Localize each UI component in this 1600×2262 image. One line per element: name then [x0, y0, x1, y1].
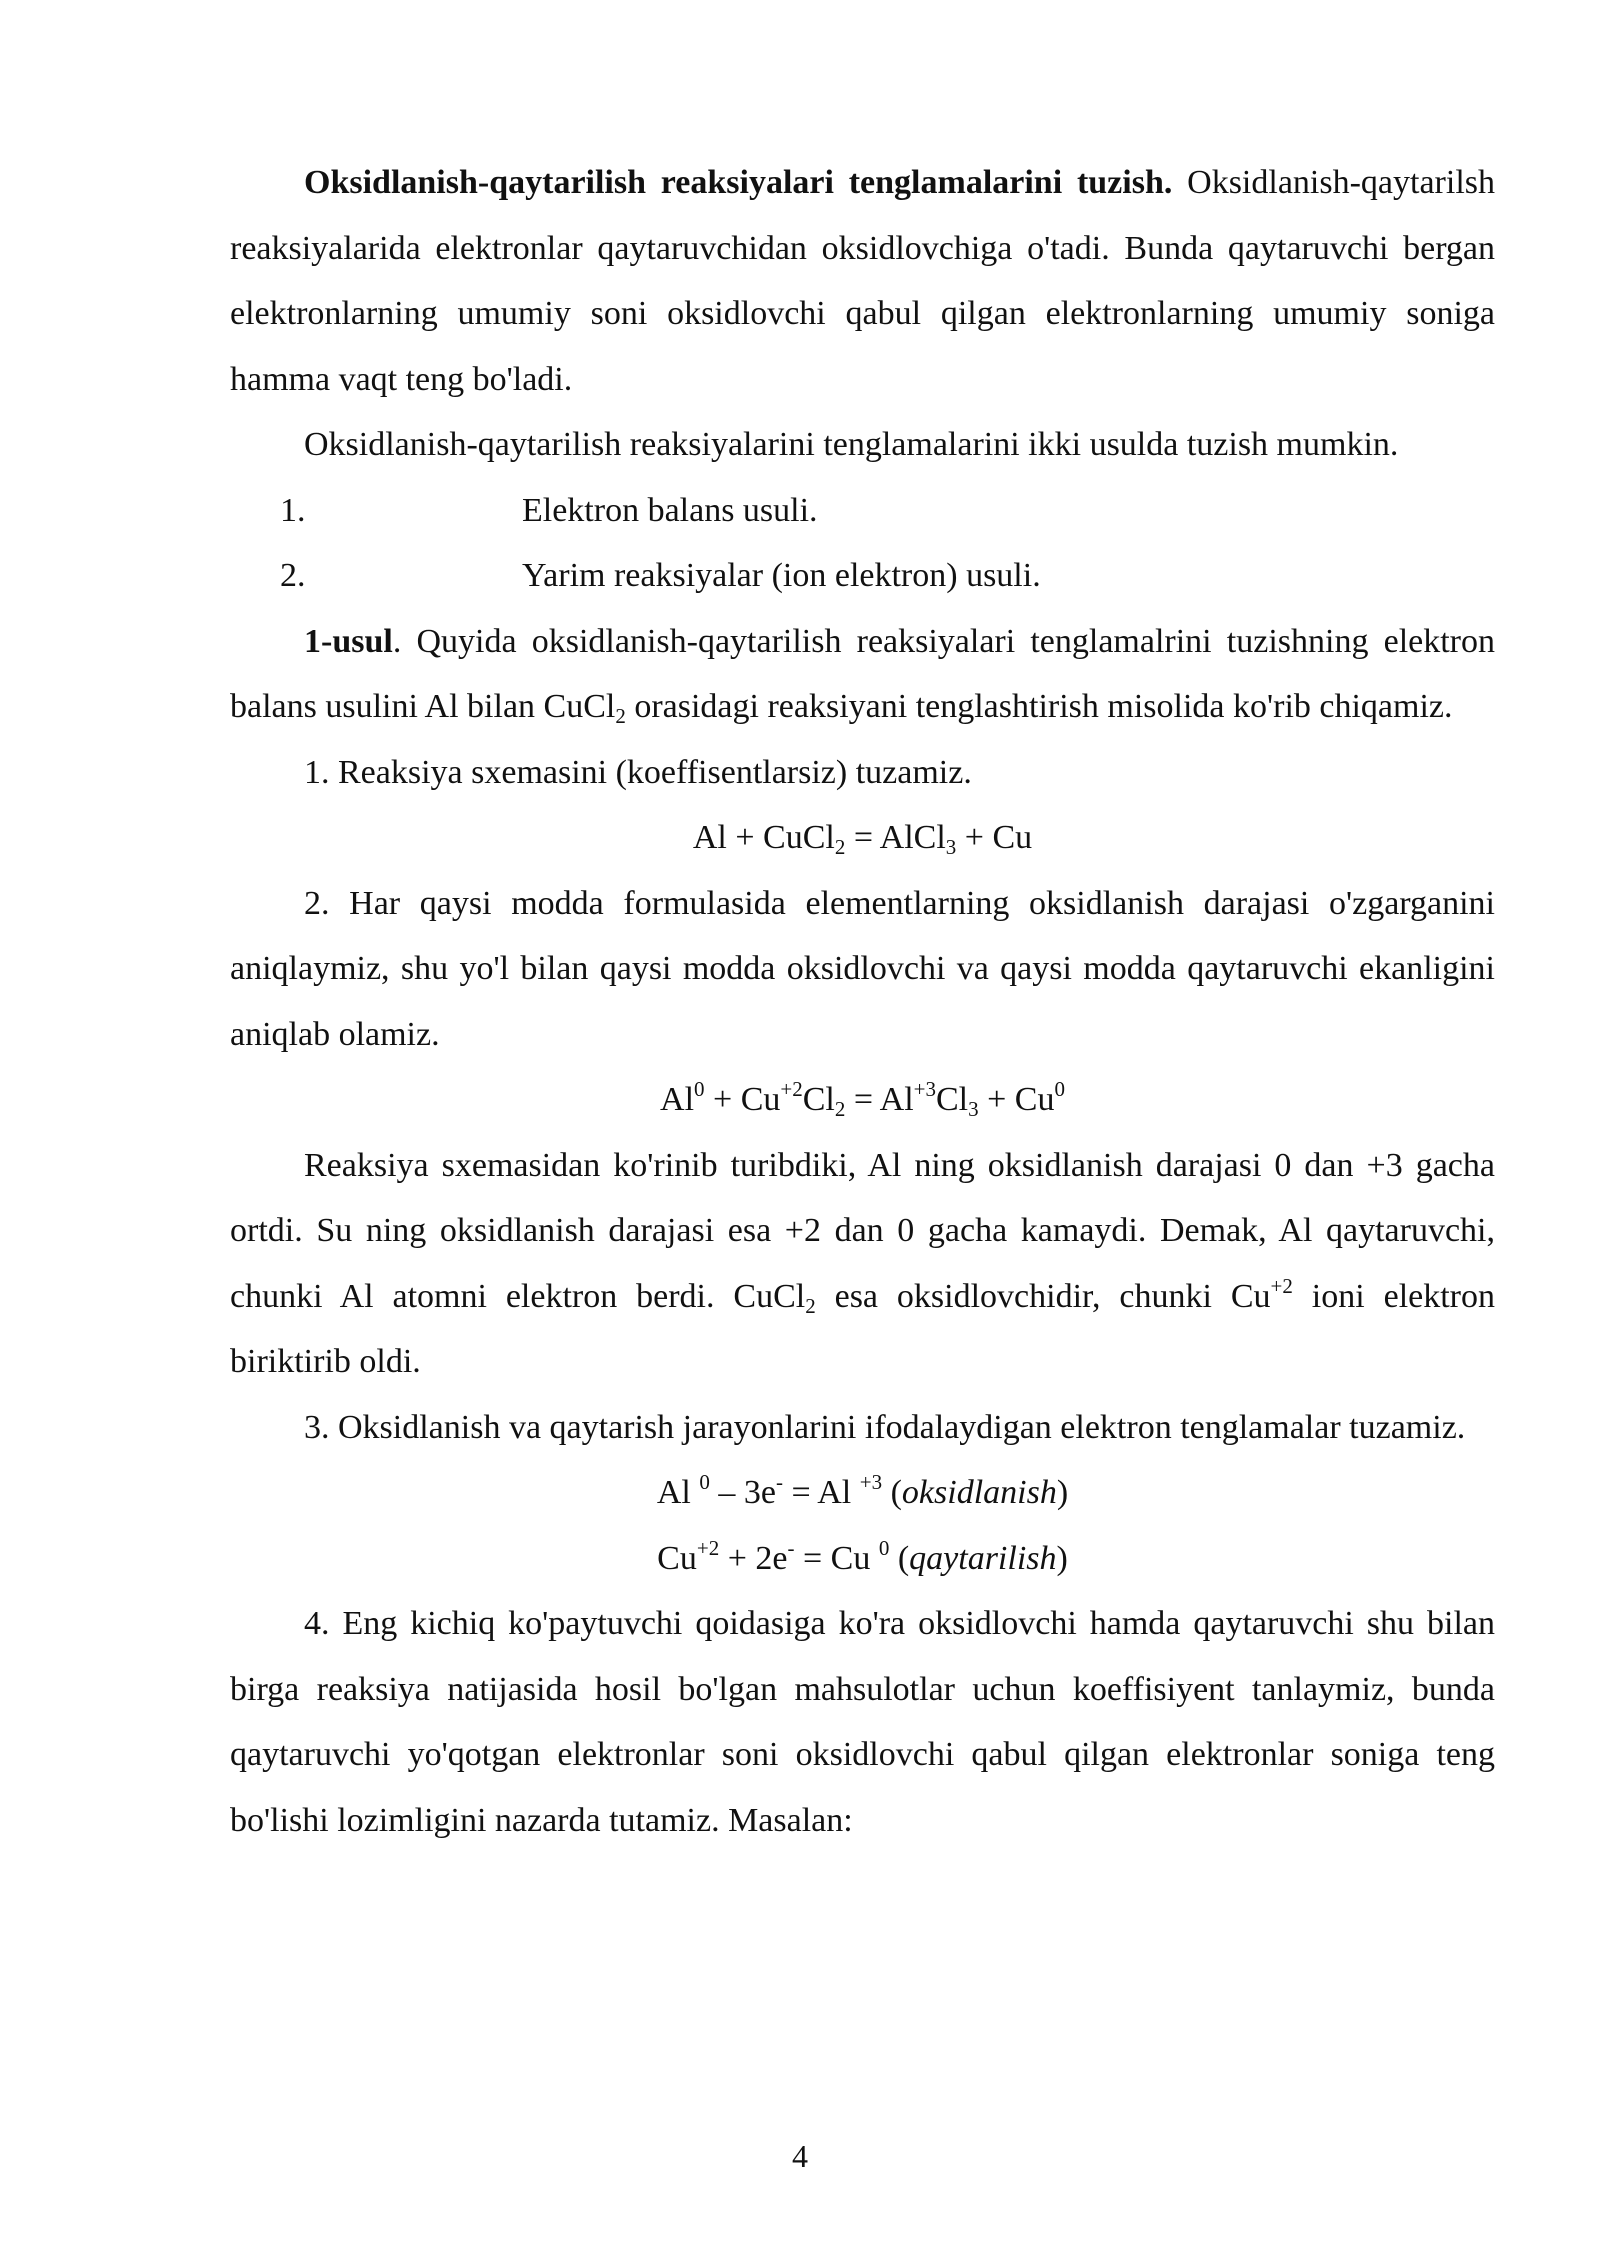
equation-scheme: Al + CuCl$_2$ = AlCl$_3$ + Cu: [692, 819, 1033, 859]
equation-reduction: $Cu^{+2} + 2e^- = Cu$ $^0$ (qaytarilish): [657, 1535, 1068, 1577]
equation-note: qaytarilish: [909, 1539, 1057, 1577]
method-one-paragraph: 1-usul. Quyida oksidlanish-qaytarilish reaksiyalari tenglamalrini tuzishning elektron balans usulini Al bilan CuCl$_2$ orasidagi reaksiyani tenglashtirish misolida ko'rib chiqamiz.: [230, 622, 1495, 728]
step-one: 1. Reaksiya sxemasini (koeffisentlarsiz) tuzamiz.: [304, 753, 972, 791]
intro-paragraph: [230, 150, 1495, 412]
document-page: [230, 150, 1495, 1853]
method-one-lead: 1-usul: [304, 622, 393, 660]
analysis-paragraph: Reaksiya sxemasidan ko'rinib turibdiki, Al ning oksidlanish darajasi 0 dan +3 gacha ortdi. Su ning oksidlanish darajasi esa +2 dan 0 gacha kamaydi. Demak, Al qaytaruvchi, chunki Al atomni elektron berdi. CuCl$_2$ esa oksidlovchidir, chunki $Cu^{+2}$ ioni elektron biriktirib oldi.: [230, 1146, 1495, 1380]
list-text: Elektron balans usuli.: [522, 491, 818, 529]
method-list-item: [230, 543, 1495, 609]
equation-note: oksidlanish: [901, 1474, 1057, 1511]
method-list-item: [230, 478, 1495, 544]
equation-oxidation-states: $Al^0 + Cu^{+2}Cl_2 = Al^{+3}Cl_3 + Cu^0$: [660, 1077, 1065, 1121]
page-number: 4: [792, 2138, 808, 2174]
step-four: 4. Eng kichiq ko'paytuvchi qoidasiga ko'ra oksidlovchi hamda qaytaruvchi shu bilan birga reaksiya natijasida hosil bo'lgan mahsulotlar uchun koeffisiyent tanlaymiz, bunda qaytaruvchi yo'qotgan elektronlar soni oksidlovchi qabul qilgan elektronlar soniga teng bo'lishi lozimligini nazarda tutamiz. Masalan:: [230, 1605, 1495, 1839]
step-two: 2. Har qaysi modda formulasida elementlarning oksidlanish darajasi o'zgarganini aniqlaymiz, shu yo'l bilan qaysi modda oksidlovchi va qaysi modda qaytaruvchi ekanligini aniqlab olamiz.: [230, 884, 1495, 1053]
list-number: 2.: [280, 557, 306, 594]
section-heading: Oksidlanish-qaytarilish reaksiyalari tenglamalarini tuzish.: [304, 164, 1173, 201]
list-text: Yarim reaksiyalar (ion elektron) usuli.: [522, 557, 1041, 594]
methods-intro-paragraph: Oksidlanish-qaytarilish reaksiyalarini tenglamalarini ikki usulda tuzish mumkin.: [304, 426, 1399, 463]
intro-text: Oksidlanish-qaytarilsh reaksiyalarida elektronlar qaytaruvchidan oksidlovchiga o'tadi. Bunda qaytaruvchi bergan elektronlarning umumiy soni oksidlovchi qabul qilgan elektronlarning umumiy soniga hamma vaqt teng bo'ladi.: [230, 164, 1495, 398]
step-three: 3. Oksidlanish va qaytarish jarayonlarini ifodalaydigan elektron tenglamalar tuzamiz.: [304, 1408, 1466, 1446]
list-number: 1.: [280, 491, 306, 529]
equation-oxidation: Al $^0$ – 3e- = Al $^{+3}$ (oksidlanish): [656, 1470, 1069, 1511]
